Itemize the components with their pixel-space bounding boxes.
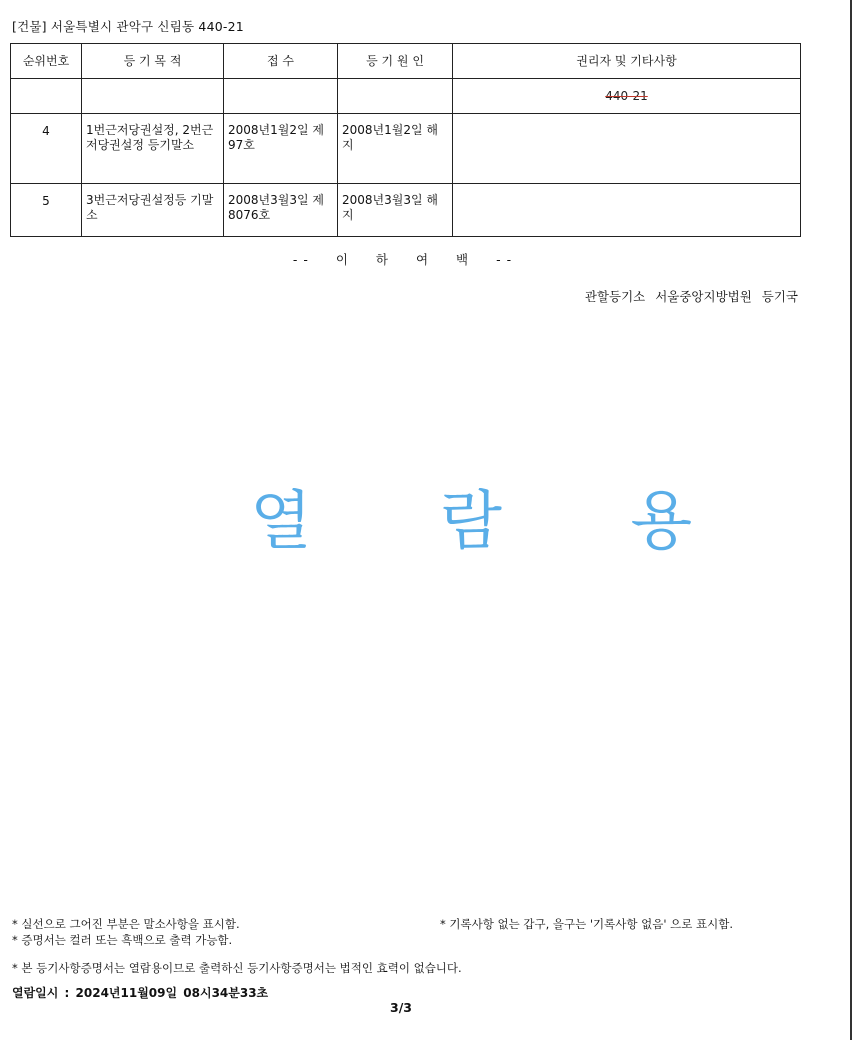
footnote-strikethrough: * 실선으로 그어진 부분은 말소사항을 표시함. (12, 917, 240, 931)
header-receipt: 접 수 (224, 44, 338, 79)
cell-rank (11, 79, 82, 114)
cell-cause: 2008년1월2일 해지 (338, 114, 453, 184)
footnotes (12, 916, 812, 948)
table-row (11, 79, 801, 114)
cell-rights (453, 114, 801, 184)
footnote-no-records: * 기록사항 없는 갑구, 을구는 '기록사항 없음' 으로 표시함. (440, 917, 734, 931)
property-address: [건물] 서울특별시 관악구 신림동 440-21 (12, 19, 244, 34)
cell-receipt: 2008년3월3일 제8076호 (224, 184, 338, 237)
end-of-record-marker: -- 이 하 여 백 -- (292, 252, 518, 267)
cell-rights (453, 79, 801, 114)
header-rank: 순위번호 (11, 44, 82, 79)
footnote-print-color: * 증명서는 컬러 또는 흑백으로 출력 가능함. (12, 933, 233, 947)
cell-cause: 2008년3월3일 해지 (338, 184, 453, 237)
header-cause: 등 기 원 인 (338, 44, 453, 79)
cell-purpose: 1번근저당권설정, 2번근저당권설정 등기말소 (82, 114, 224, 184)
table-row (11, 184, 801, 237)
cell-purpose: 3번근저당권설정등 기말소 (82, 184, 224, 237)
table-header-row (11, 44, 801, 79)
view-only-watermark: 열 람 용 (250, 485, 747, 559)
cell-rank: 5 (11, 184, 82, 237)
header-purpose: 등 기 목 적 (82, 44, 224, 79)
header-rights: 권리자 및 기타사항 (453, 44, 801, 79)
cell-rank: 4 (11, 114, 82, 184)
cell-receipt: 2008년1월2일 제97호 (224, 114, 338, 184)
view-datetime: 열람일시 : 2024년11월09일 08시34분33초 (12, 986, 269, 1000)
cell-rights (453, 184, 801, 237)
registry-office: 관할등기소 서울중앙지방법원 등기국 (584, 289, 798, 304)
registry-table (10, 43, 801, 237)
legal-notice: * 본 등기사항증명서는 열람용이므로 출력하신 등기사항증명서는 법적인 효력이 없습니다. (12, 961, 462, 975)
cell-receipt (224, 79, 338, 114)
page-number: 3/3 (390, 1000, 412, 1015)
struck-address: 440-21 (605, 88, 648, 103)
table-row (11, 114, 801, 184)
cell-cause (338, 79, 453, 114)
cell-purpose (82, 79, 224, 114)
